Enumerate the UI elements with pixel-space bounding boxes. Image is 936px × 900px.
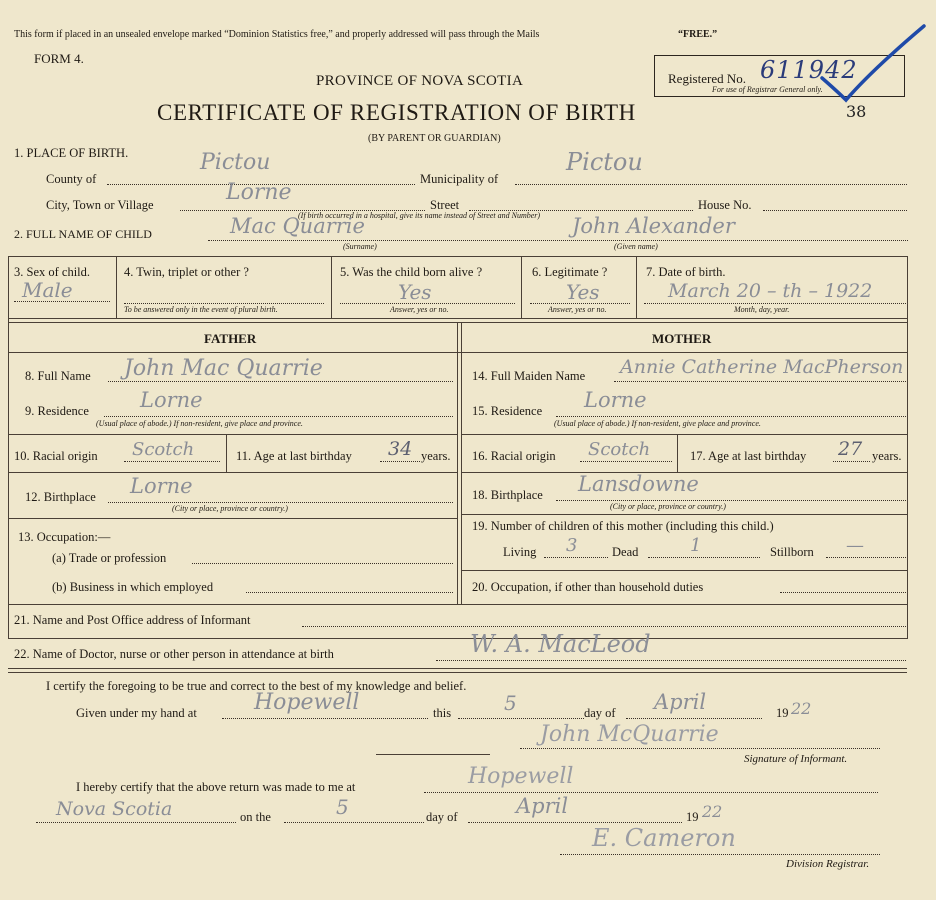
child-name-line bbox=[208, 240, 908, 241]
mother-name-line bbox=[614, 381, 906, 382]
father-birthplace-value: Lorne bbox=[130, 474, 193, 498]
corner-mark: 38 bbox=[846, 102, 867, 121]
doctor-line bbox=[436, 660, 906, 661]
doctor-label: 22. Name of Doctor, nurse or other person in attendance at birth bbox=[14, 647, 334, 661]
father-occupation-label: 13. Occupation:— bbox=[18, 530, 111, 544]
street-label: Street bbox=[430, 198, 460, 212]
business-label: (b) Business in which employed bbox=[52, 580, 214, 594]
registered-label: Registered No. bbox=[668, 71, 746, 86]
alive-note: Answer, yes or no. bbox=[390, 305, 449, 314]
dead-line bbox=[648, 557, 760, 558]
mother-age-label: 17. Age at last birthday bbox=[690, 449, 807, 463]
province-heading: PROVINCE OF NOVA SCOTIA bbox=[316, 73, 524, 89]
mother-residence-note: (Usual place of abode.) If non-resident, give place and province. bbox=[554, 419, 761, 428]
mother-age-value: 27 bbox=[838, 438, 863, 460]
divider bbox=[461, 570, 907, 571]
living-value: 3 bbox=[566, 535, 578, 556]
registrar-month-line bbox=[468, 822, 682, 823]
municipality-value: Pictou bbox=[566, 148, 643, 176]
given-place-line bbox=[222, 718, 428, 719]
divider bbox=[8, 518, 457, 519]
father-age-value: 34 bbox=[388, 438, 413, 460]
county-value: Pictou bbox=[200, 150, 271, 175]
mother-residence-label: 15. Residence bbox=[472, 404, 543, 418]
business-line bbox=[246, 592, 453, 593]
informant-line bbox=[302, 626, 906, 627]
informant-signature-label: Signature of Informant. bbox=[744, 753, 848, 765]
month-value: April bbox=[654, 690, 707, 714]
province-value: Nova Scotia bbox=[56, 798, 173, 820]
province-line bbox=[36, 822, 236, 823]
municipality-line bbox=[515, 184, 907, 185]
day-line bbox=[458, 718, 584, 719]
divider bbox=[461, 434, 907, 435]
legitimate-label: 6. Legitimate ? bbox=[532, 265, 608, 279]
informant-signature-line bbox=[520, 748, 880, 749]
form-title: CERTIFICATE OF REGISTRATION OF BIRTH bbox=[157, 100, 636, 125]
mother-occupation-label: 20. Occupation, if other than household duties bbox=[472, 580, 704, 594]
mother-birthplace-label: 18. Birthplace bbox=[472, 488, 543, 502]
municipality-label: Municipality of bbox=[420, 172, 499, 186]
father-racial-label: 10. Racial origin bbox=[14, 449, 98, 463]
stillborn-label: Stillborn bbox=[770, 545, 814, 559]
divider bbox=[8, 434, 457, 435]
father-birthplace-label: 12. Birthplace bbox=[25, 490, 96, 504]
father-name-label: 8. Full Name bbox=[25, 369, 91, 383]
divider bbox=[461, 322, 462, 604]
dob-label: 7. Date of birth. bbox=[646, 265, 726, 279]
mother-residence-line bbox=[556, 416, 906, 417]
divider bbox=[226, 434, 227, 472]
registrar-month-value: April bbox=[516, 794, 569, 818]
divider bbox=[8, 472, 457, 473]
father-age-line bbox=[380, 461, 420, 462]
day-value: 5 bbox=[504, 691, 517, 715]
dob-line bbox=[644, 303, 906, 304]
registered-number: 611942 bbox=[760, 56, 858, 84]
father-heading: FATHER bbox=[204, 331, 257, 346]
form-number: FORM 4. bbox=[34, 51, 84, 66]
check-mark-icon bbox=[820, 20, 930, 110]
twin-line bbox=[124, 303, 324, 304]
day-of-label: day of bbox=[584, 706, 616, 720]
divider bbox=[461, 514, 907, 515]
mother-residence-value: Lorne bbox=[584, 388, 647, 412]
father-racial-line bbox=[124, 461, 220, 462]
twin-label: 4. Twin, triplet or other ? bbox=[124, 265, 249, 279]
city-label: City, Town or Village bbox=[46, 198, 154, 212]
living-label: Living bbox=[503, 545, 537, 559]
divider bbox=[8, 352, 907, 353]
sex-value: Male bbox=[22, 278, 73, 302]
father-age-label: 11. Age at last birthday bbox=[236, 449, 352, 463]
street-note: (If birth occurred in a hospital, give its name instead of Street and Number) bbox=[298, 211, 541, 220]
registrar-day-of-label: day of bbox=[426, 810, 458, 824]
city-value: Lorne bbox=[226, 180, 292, 205]
mother-occupation-line bbox=[780, 592, 906, 593]
alive-value: Yes bbox=[398, 280, 432, 304]
county-label: County of bbox=[46, 172, 97, 186]
registrar-note: For use of Registrar General only. bbox=[712, 85, 823, 94]
house-label: House No. bbox=[698, 198, 752, 212]
given-place-value: Hopewell bbox=[254, 690, 360, 715]
divider bbox=[457, 322, 458, 604]
legitimate-value: Yes bbox=[566, 280, 600, 304]
mother-name-label: 14. Full Maiden Name bbox=[472, 369, 586, 383]
father-birthplace-note: (City or place, province or country.) bbox=[172, 504, 288, 513]
mother-birthplace-value: Lansdowne bbox=[578, 472, 699, 496]
mother-age-unit: years. bbox=[872, 449, 902, 463]
given-under-label: Given under my hand at bbox=[76, 706, 197, 720]
informant-signature: John McQuarrie bbox=[540, 722, 719, 747]
divider bbox=[331, 257, 332, 319]
trade-line bbox=[192, 563, 453, 564]
given-name-note: (Given name) bbox=[614, 242, 658, 251]
mother-name-value: Annie Catherine MacPherson bbox=[620, 356, 904, 378]
informant-label: 21. Name and Post Office address of Informant bbox=[14, 613, 251, 627]
this-label: this bbox=[433, 706, 452, 720]
border-left bbox=[8, 256, 9, 639]
trade-label: (a) Trade or profession bbox=[52, 551, 167, 565]
divider bbox=[636, 257, 637, 319]
mother-racial-label: 16. Racial origin bbox=[472, 449, 556, 463]
divider bbox=[8, 668, 907, 673]
divider bbox=[116, 257, 117, 319]
house-line bbox=[763, 210, 907, 211]
border-right bbox=[907, 256, 908, 639]
father-name-value: John Mac Quarrie bbox=[124, 356, 323, 381]
doctor-value: W. A. MacLeod bbox=[470, 630, 651, 658]
form-subtitle: (BY PARENT OR GUARDIAN) bbox=[368, 133, 501, 144]
dead-value: 1 bbox=[690, 535, 702, 556]
certify-statement: I certify the foregoing to be true and correct to the best of my knowledge and belief. bbox=[46, 679, 467, 693]
registrar-day-value: 5 bbox=[336, 795, 349, 819]
dob-value: March 20 – th – 1922 bbox=[668, 280, 873, 302]
registrar-year-prefix: 19 bbox=[686, 810, 699, 824]
dead-label: Dead bbox=[612, 545, 639, 559]
registrar-statement: I hereby certify that the above return was made to me at bbox=[76, 780, 356, 794]
father-name-line bbox=[108, 381, 453, 382]
mother-racial-value: Scotch bbox=[588, 439, 651, 460]
father-age-unit: years. bbox=[421, 449, 451, 463]
twin-note: To be answered only in the event of plural birth. bbox=[124, 305, 278, 314]
divider bbox=[521, 257, 522, 319]
divider bbox=[677, 434, 678, 472]
registrar-signature-label: Division Registrar. bbox=[786, 858, 870, 870]
sex-label: 3. Sex of child. bbox=[14, 265, 91, 279]
month-line bbox=[626, 718, 762, 719]
stillborn-line bbox=[826, 557, 906, 558]
mother-age-line bbox=[833, 461, 870, 462]
divider bbox=[376, 754, 490, 755]
registrar-signature-line bbox=[560, 854, 880, 855]
registrar-year-suffix: 22 bbox=[702, 802, 723, 821]
mother-birthplace-line bbox=[556, 500, 906, 501]
dob-note: Month, day, year. bbox=[734, 305, 790, 314]
divider bbox=[8, 638, 907, 639]
registrar-place-value: Hopewell bbox=[468, 764, 574, 789]
year-prefix: 19 bbox=[776, 706, 789, 720]
child-name-label: 2. FULL NAME OF CHILD bbox=[14, 227, 152, 241]
divider bbox=[8, 256, 907, 257]
father-racial-value: Scotch bbox=[132, 439, 195, 460]
father-birthplace-line bbox=[108, 502, 453, 503]
divider bbox=[8, 604, 907, 605]
mail-note-free: “FREE.” bbox=[678, 29, 718, 40]
father-residence-value: Lorne bbox=[140, 388, 203, 412]
legitimate-note: Answer, yes or no. bbox=[548, 305, 607, 314]
father-residence-note: (Usual place of abode.) If non-resident, give place and province. bbox=[96, 419, 303, 428]
mother-birthplace-note: (City or place, province or country.) bbox=[610, 502, 726, 511]
child-given-name: John Alexander bbox=[572, 214, 735, 238]
father-residence-line bbox=[104, 416, 453, 417]
registrar-place-line bbox=[424, 792, 878, 793]
registrar-signature: E. Cameron bbox=[592, 824, 736, 852]
registrar-day-line bbox=[284, 822, 424, 823]
alive-label: 5. Was the child born alive ? bbox=[340, 265, 483, 279]
surname-note: (Surname) bbox=[343, 242, 377, 251]
living-line bbox=[544, 557, 608, 558]
mother-racial-line bbox=[580, 461, 672, 462]
on-the-label: on the bbox=[240, 810, 271, 824]
stillborn-value: — bbox=[846, 535, 864, 556]
mail-note: This form if placed in an unsealed envelope marked “Dominion Statistics free,” and properly addressed will pass through the Mails bbox=[14, 29, 540, 40]
year-suffix: 22 bbox=[791, 699, 812, 718]
mother-heading: MOTHER bbox=[652, 331, 712, 346]
place-of-birth-heading: 1. PLACE OF BIRTH. bbox=[14, 146, 129, 160]
father-residence-label: 9. Residence bbox=[25, 404, 89, 418]
children-label: 19. Number of children of this mother (including this child.) bbox=[472, 519, 774, 533]
child-surname: Mac Quarrie bbox=[230, 214, 365, 238]
